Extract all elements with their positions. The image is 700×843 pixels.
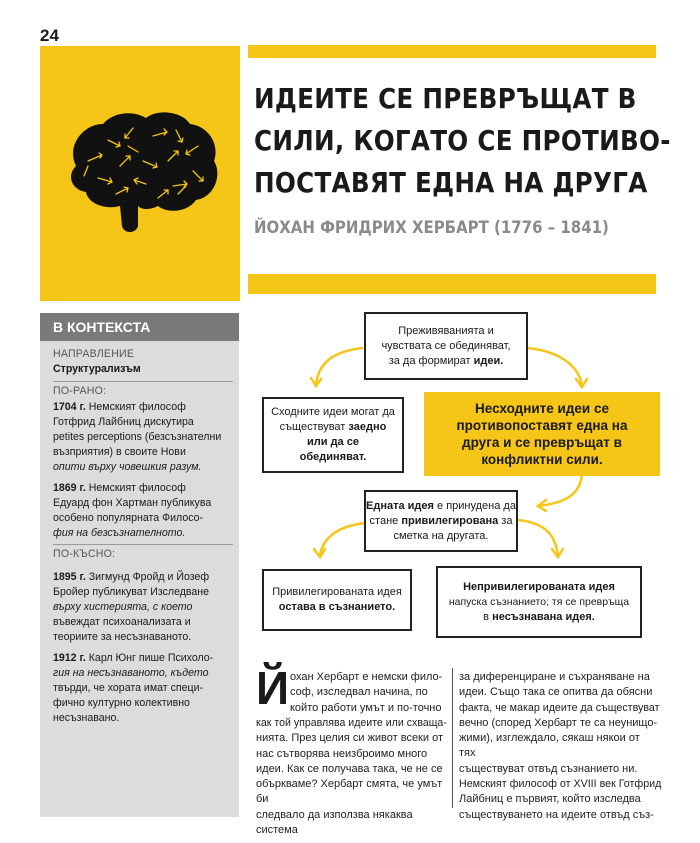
body-column-1-lead: охан Хербарт е немски фило- соф, изследвал начина, по който работи умът и по-точно: [290, 671, 443, 714]
direction-value: Структурализъм: [53, 363, 141, 375]
earlier-label: ПО-РАНО:: [53, 385, 107, 397]
timeline-entry: 1895 г. Зигмунд Фройд и Йозеф Бройер публикуват Изследване върху хистерията, с което въвеждат психоанализата и теориите за несъзнаваното.: [53, 571, 210, 643]
entry-year: 1869 г.: [53, 482, 86, 494]
arrow-top-to-left: [316, 348, 362, 385]
timeline-entry: 1704 г. Немският философ Готфрид Лайбниц дискутира petites perceptions (безсъзнателни възприятия) в своите Нови опити върху човешкия разум.: [53, 401, 222, 473]
drop-cap: Й: [256, 662, 290, 714]
flow-box-experiences: Преживяванията и чувствата се обединяват, за да формират идеи.: [364, 312, 528, 380]
body-column-2: за диференциране и съхраняване на идеи. Също така се опитва да обясни факта, че макар идеите да съществуват вечно (според Хербарт те са неунищо- жими), изглеждало, сякаш някои от тях съществуват отвъд съзнанието ни. Немският философ от XVIII век Готфрид Лайбниц е първият, който изследва съществуването на идеите отвъд съз-: [459, 671, 662, 821]
title-line: ИДЕИТЕ СЕ ПРЕВРЪЩАТ В: [254, 82, 637, 115]
arrow-top-to-right: [528, 348, 582, 386]
flow-box-stays-conscious: Привилегированата идея остава в съзнанието.: [262, 569, 412, 631]
later-label: ПО-КЪСНО:: [53, 548, 116, 560]
sidebar-title: В КОНТЕКСТА: [53, 319, 151, 335]
column-divider: [452, 668, 453, 808]
flow-box-privileged-idea: Едната идея е принудена да стане привилегирована за сметка на другата.: [364, 490, 518, 552]
body-column-1: как той управлява идеите или схваща- нията. През целия си живот всеки от нас сътворява неизброимо много идеи. Как се получава така, че не се объркваме? Хербарт смята, че умът би следвало да използва някаква система: [256, 717, 447, 837]
page-subtitle: ЙОХАН ФРИДРИХ ХЕРБАРТ (1776 – 1841): [254, 218, 609, 238]
flow-box-dissimilar-ideas: Несходните идеи се противопоставят една на друга и се превръщат в конфликтни сили.: [424, 392, 660, 476]
arrow-middle-to-left: [320, 523, 366, 556]
direction-label: НАПРАВЛЕНИЕ: [53, 348, 135, 360]
timeline-entry: 1912 г. Карл Юнг пише Психоло- гия на несъзнаваното, където твърди, че хората имат специ- фично културно колективно несъзнавано.: [53, 652, 214, 724]
page-number: 24: [40, 26, 59, 45]
timeline-entry: 1869 г. Немският философ Едуард фон Хартман публикува особено популярната Филосо- фия на безсъзнателното.: [53, 482, 212, 539]
flow-box-leaves-conscious: Непривилегированата идея напуска съзнанието; тя се превръща в несъзнавана идея.: [436, 566, 642, 638]
title-line: ПОСТАВЯТ ЕДНА НА ДРУГА: [254, 166, 648, 199]
flow-box-similar-ideas: Сходните идеи могат да съществуват заедно или да се обединяват.: [262, 397, 404, 473]
entry-year: 1895 г.: [53, 571, 86, 583]
entry-year: 1704 г.: [53, 401, 86, 413]
title-line: СИЛИ, КОГАТО СЕ ПРОТИВО-: [254, 124, 671, 157]
entry-year: 1912 г.: [53, 652, 86, 664]
